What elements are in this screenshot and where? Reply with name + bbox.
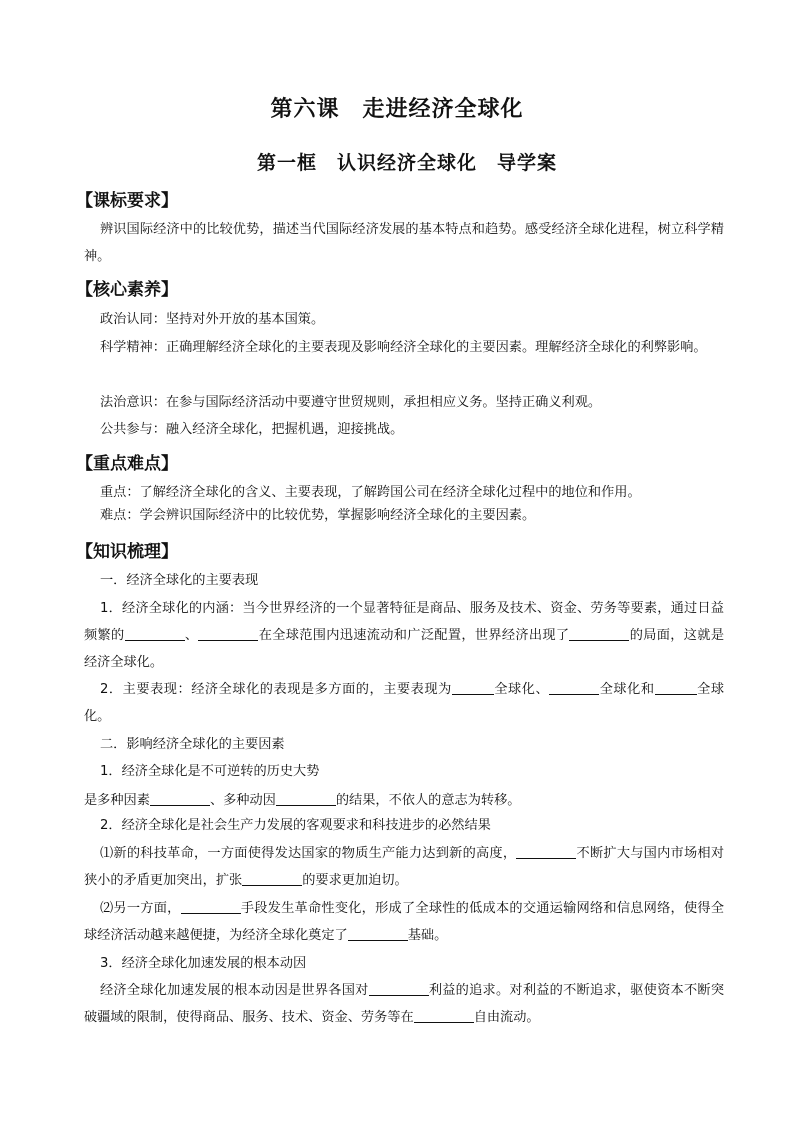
section-heading-kebiao: 【课标要求】: [76, 191, 178, 211]
s3-title: 3．经济全球化加速发展的根本动因: [100, 956, 307, 971]
section-heading-zhongdian: 【重点难点】: [76, 454, 178, 474]
fill-blank[interactable]: [569, 625, 629, 641]
fill-blank[interactable]: [369, 980, 429, 996]
part2-title: 二．影响经济全球化的主要因素: [100, 737, 285, 752]
zhongdian-item-1: 重点：了解经济全球化的含义、主要表现，了解跨国公司在经济全球化过程中的地位和作用。: [100, 485, 641, 500]
section-heading-zhishi: 【知识梳理】: [76, 542, 178, 562]
fill-blank[interactable]: [549, 679, 599, 695]
zhongdian-item-2: 难点：学会辨识国际经济中的比较优势，掌握影响经济全球化的主要因素。: [100, 508, 536, 523]
s2-title: 2．经济全球化是社会生产力发展的客观要求和科技进步的必然结果: [100, 818, 491, 833]
part1-title: 一．经济全球化的主要表现: [100, 573, 259, 588]
s1-text: 是多种因素 、多种动因 的结果，不依人的意志为转移。: [84, 790, 521, 811]
zhishi-p1: 1．经济全球化的内涵：当今世界经济的一个显著特征是商品、服务及技术、资金、劳务等要素，通过日益频繁的 、 在全球范围内迅速流动和广泛配置，世界经济出现了 的局面，这就是经济全球化。: [84, 601, 725, 670]
s1-title: 1．经济全球化是不可逆转的历史大势: [100, 764, 320, 779]
fill-blank[interactable]: [198, 625, 258, 641]
fill-blank[interactable]: [150, 790, 210, 806]
fill-blank[interactable]: [414, 1007, 474, 1023]
fill-blank[interactable]: [516, 843, 576, 859]
fill-blank[interactable]: [181, 898, 241, 914]
hexin-item-4: 公共参与：融入经济全球化，把握机遇，迎接挑战。: [100, 422, 404, 437]
fill-blank[interactable]: [452, 679, 494, 695]
fill-blank[interactable]: [348, 925, 408, 941]
document-subtitle: 第一框 认识经济全球化 导学案: [256, 152, 557, 174]
document-title: 第六课 走进经济全球化: [270, 97, 524, 122]
kebiao-text: 辨识国际经济中的比较优势，描述当代国际经济发展的基本特点和趋势。感受经济全球化进程，树立科学精神。: [84, 222, 724, 264]
fill-blank[interactable]: [242, 870, 302, 886]
s2-p2: ⑵另一方面， 手段发生革命性变化，形成了全球性的低成本的交通运输网络和信息网络，使得全球经济活动越来越便捷，为经济全球化奠定了 基础。: [84, 895, 724, 949]
hexin-item-2: 科学精神：正确理解经济全球化的主要表现及影响经济全球化的主要因素。理解经济全球化的利弊影响。: [100, 340, 707, 355]
fill-blank[interactable]: [655, 679, 697, 695]
hexin-item-3: 法治意识：在参与国际经济活动中要遵守世贸规则，承担相应义务。坚持正确义利观。: [100, 395, 602, 410]
zhishi-p2: 2．主要表现：经济全球化的表现是多方面的，主要表现为 全球化、 全球化和 全球化。: [84, 676, 724, 730]
fill-blank[interactable]: [276, 790, 336, 806]
section-heading-hexin: 【核心素养】: [76, 280, 178, 300]
s3-text: 经济全球化加速发展的根本动因是世界各国对 利益的追求。对利益的不断追求，驱使资本不断突破疆域的限制，使得商品、服务、技术、资金、劳务等在 自由流动。: [84, 977, 724, 1031]
hexin-item-1: 政治认同：坚持对外开放的基本国策。: [100, 312, 325, 327]
s2-p1: ⑴新的科技革命，一方面使得发达国家的物质生产能力达到新的高度， 不断扩大与国内市场相对狭小的矛盾更加突出，扩张 的要求更加迫切。: [84, 840, 724, 894]
fill-blank[interactable]: [125, 625, 185, 641]
